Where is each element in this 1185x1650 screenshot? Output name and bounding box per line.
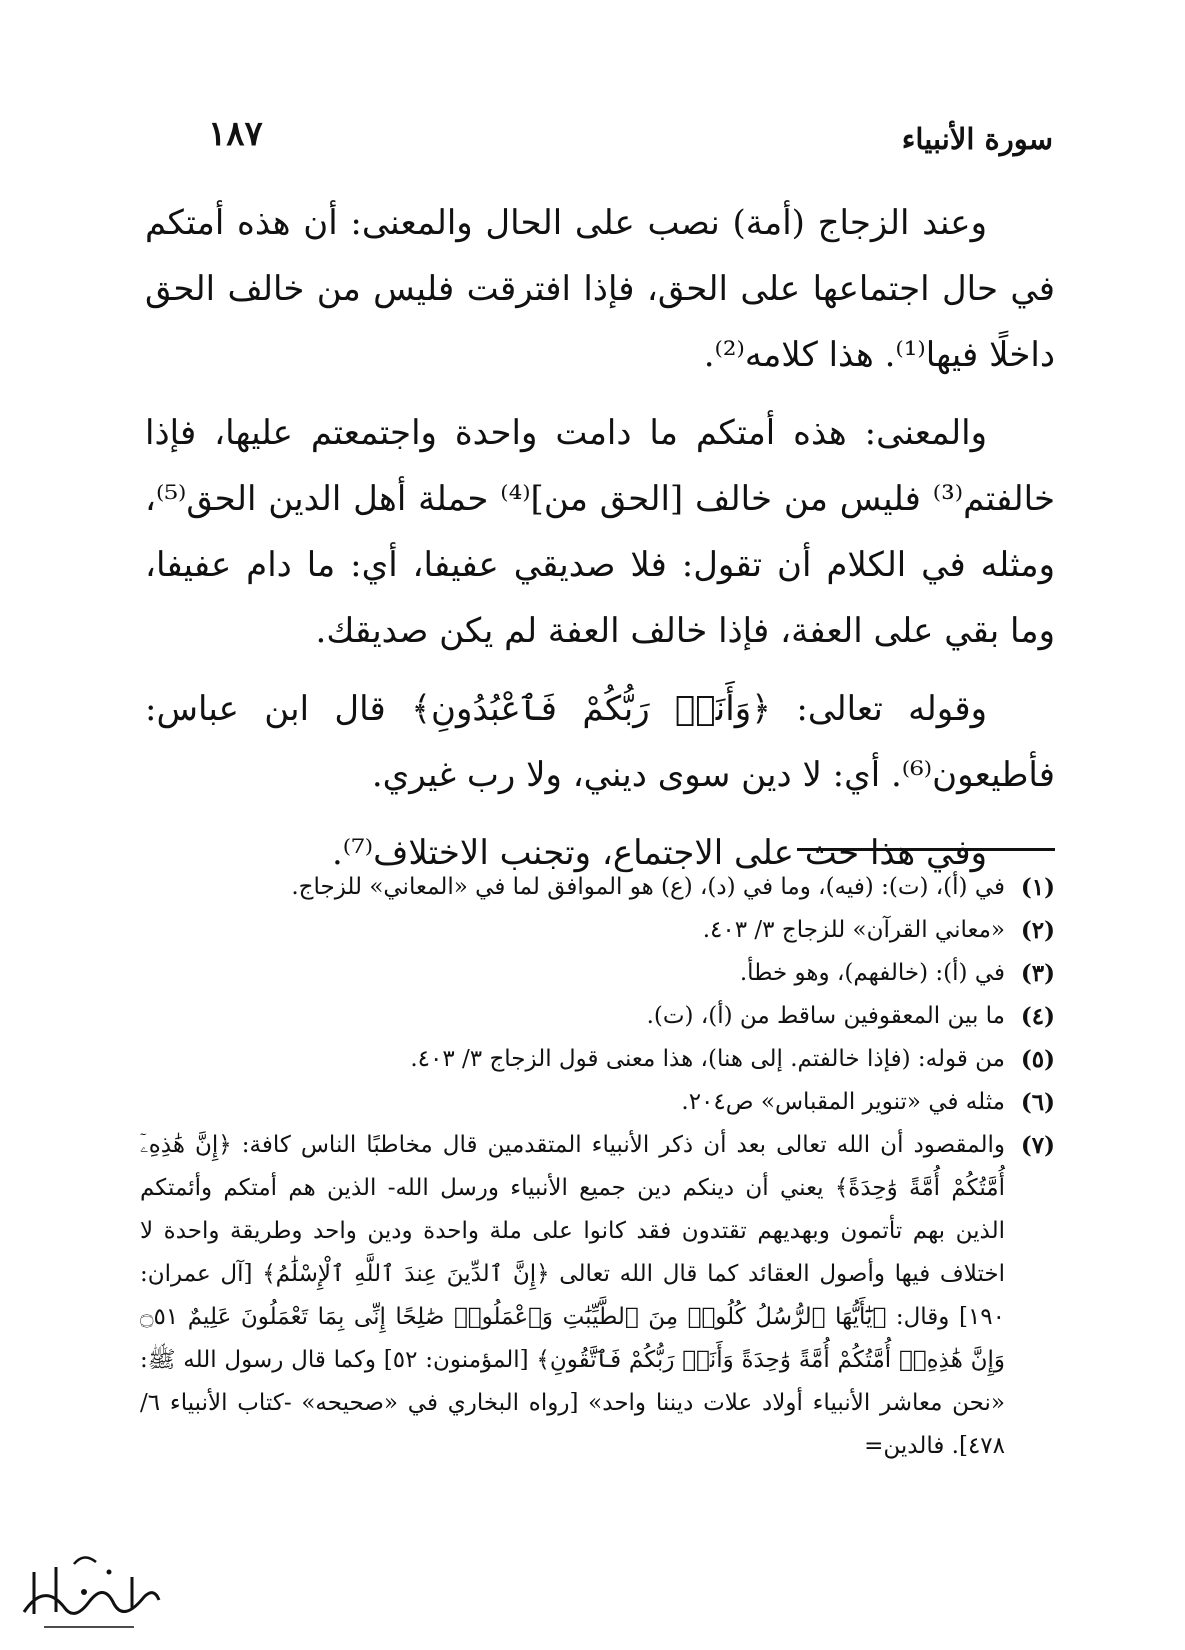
surah-title: سورة الأنبياء: [901, 122, 1053, 156]
footnote-number: (٧): [1020, 1132, 1055, 1159]
footnote-text: في (أ)، (ت): (فيه)، وما في (د)، (ع) هو الموافق لما في «المعاني» للزجاج.: [291, 874, 1005, 900]
paragraph-zajjaj: وعند الزجاج (أمة) نصب على الحال والمعنى: أن هذه أمتكم في حال اجتماعها على الحق، فإذا افترقت فليس من خالف الحق داخلًا فيها⁽¹⁾. هذا كلامه⁽²⁾.: [145, 203, 1055, 375]
paragraph-verse: وقوله تعالى: ﴿وَأَنَا۠ رَبُّكُمْ فَٱعْبُدُونِ﴾ قال ابن عباس: فأطيعون⁽⁶⁾. أي: لا دين سوى ديني، ولا رب غيري.: [145, 689, 1055, 795]
publisher-logo-icon: [14, 1542, 164, 1642]
footnote: [140, 952, 1055, 995]
footnote-text: «معاني القرآن» للزجاج ٣/ ٤٠٣.: [702, 917, 1005, 943]
footnote-text: والمقصود أن الله تعالى بعد أن ذكر الأنبياء المتقدمين قال مخاطبًا الناس كافة: ﴿إِنَّ هَٰذِهِۦٓ أُمَّتُكُمْ أُمَّةً وَٰحِدَةً﴾ يعني أن دينكم دين جميع الأنبياء ورسل الله- الذين هم أمتكم وأئمتكم الذين بهم تأتمون وبهديهم تقتدون فقد كانوا على ملة واحدة ودين واحد وطريقة واحدة لا اختلاف فيها وأصول العقائد كما قال الله تعالى ﴿إِنَّ ٱلدِّينَ عِندَ ٱللَّهِ ٱلْإِسْلَٰمُ﴾ [آل عمران: ١٩٠] وقال: ﴿يَٰٓأَيُّهَا ٱلرُّسُلُ كُلُوا۟ مِنَ ٱلطَّيِّبَٰتِ وَٱعْمَلُوا۟ صَٰلِحًا إِنِّى بِمَا تَعْمَلُونَ عَلِيمٌ ۝٥١ وَإِنَّ هَٰذِهِۦٓ أُمَّتُكُمْ أُمَّةً وَٰحِدَةً وَأَنَا۠ رَبُّكُمْ فَٱتَّقُونِ﴾ [المؤمنون: ٥٢] وكما قال رسول الله ﷺ: «نحن معاشر الأنبياء أولاد علات ديننا واحد» [رواه البخاري في «صحيحه» -كتاب الأنبياء ٦/ ٤٧٨]. فالدين=: [140, 1132, 1005, 1459]
paragraph-meaning: والمعنى: هذه أمتكم ما دامت واحدة واجتمعتم عليها، فإذا خالفتم⁽³⁾ فليس من خالف [الحق من]⁽⁴⁾ حملة أهل الدين الحق⁽⁵⁾، ومثله في الكلام أن تقول: فلا صديقي عفيفا، أي: ما دام عفيفا، وما بقي على العفة، فإذا خالف العفة لم يكن صديقك.: [145, 413, 1055, 651]
footnote-number: (٦): [1020, 1089, 1055, 1116]
footnote-number: (٥): [1020, 1046, 1055, 1073]
footnote-number: (٤): [1020, 1003, 1055, 1030]
footnote: [140, 1124, 1055, 1468]
main-text: [145, 190, 1055, 886]
footnote-number: (٣): [1020, 960, 1055, 987]
page-number: ١٨٧: [208, 114, 263, 154]
footnote-number: (١): [1020, 874, 1055, 901]
paragraph-conclusion: وفي هذا حث على الاجتماع، وتجنب الاختلاف⁽⁷⁾.: [331, 833, 987, 873]
footnote: [140, 1081, 1055, 1124]
footnote-text: مثله في «تنوير المقباس» ص٢٠٤.: [681, 1089, 1005, 1115]
footnote-text: في (أ): (خالفهم)، وهو خطأ.: [739, 960, 1005, 986]
footnote: [140, 995, 1055, 1038]
running-header: [0, 112, 1185, 172]
footnotes: [140, 866, 1055, 1468]
footnote-text: ما بين المعقوفين ساقط من (أ)، (ت).: [646, 1003, 1005, 1029]
footnote: [140, 866, 1055, 909]
footnote-separator: [797, 848, 1055, 851]
footnote-number: (٢): [1020, 917, 1055, 944]
footnote: [140, 1038, 1055, 1081]
footnote-text: من قوله: (فإذا خالفتم. إلى هنا)، هذا معنى قول الزجاج ٣/ ٤٠٣.: [410, 1046, 1005, 1072]
footnote: [140, 909, 1055, 952]
